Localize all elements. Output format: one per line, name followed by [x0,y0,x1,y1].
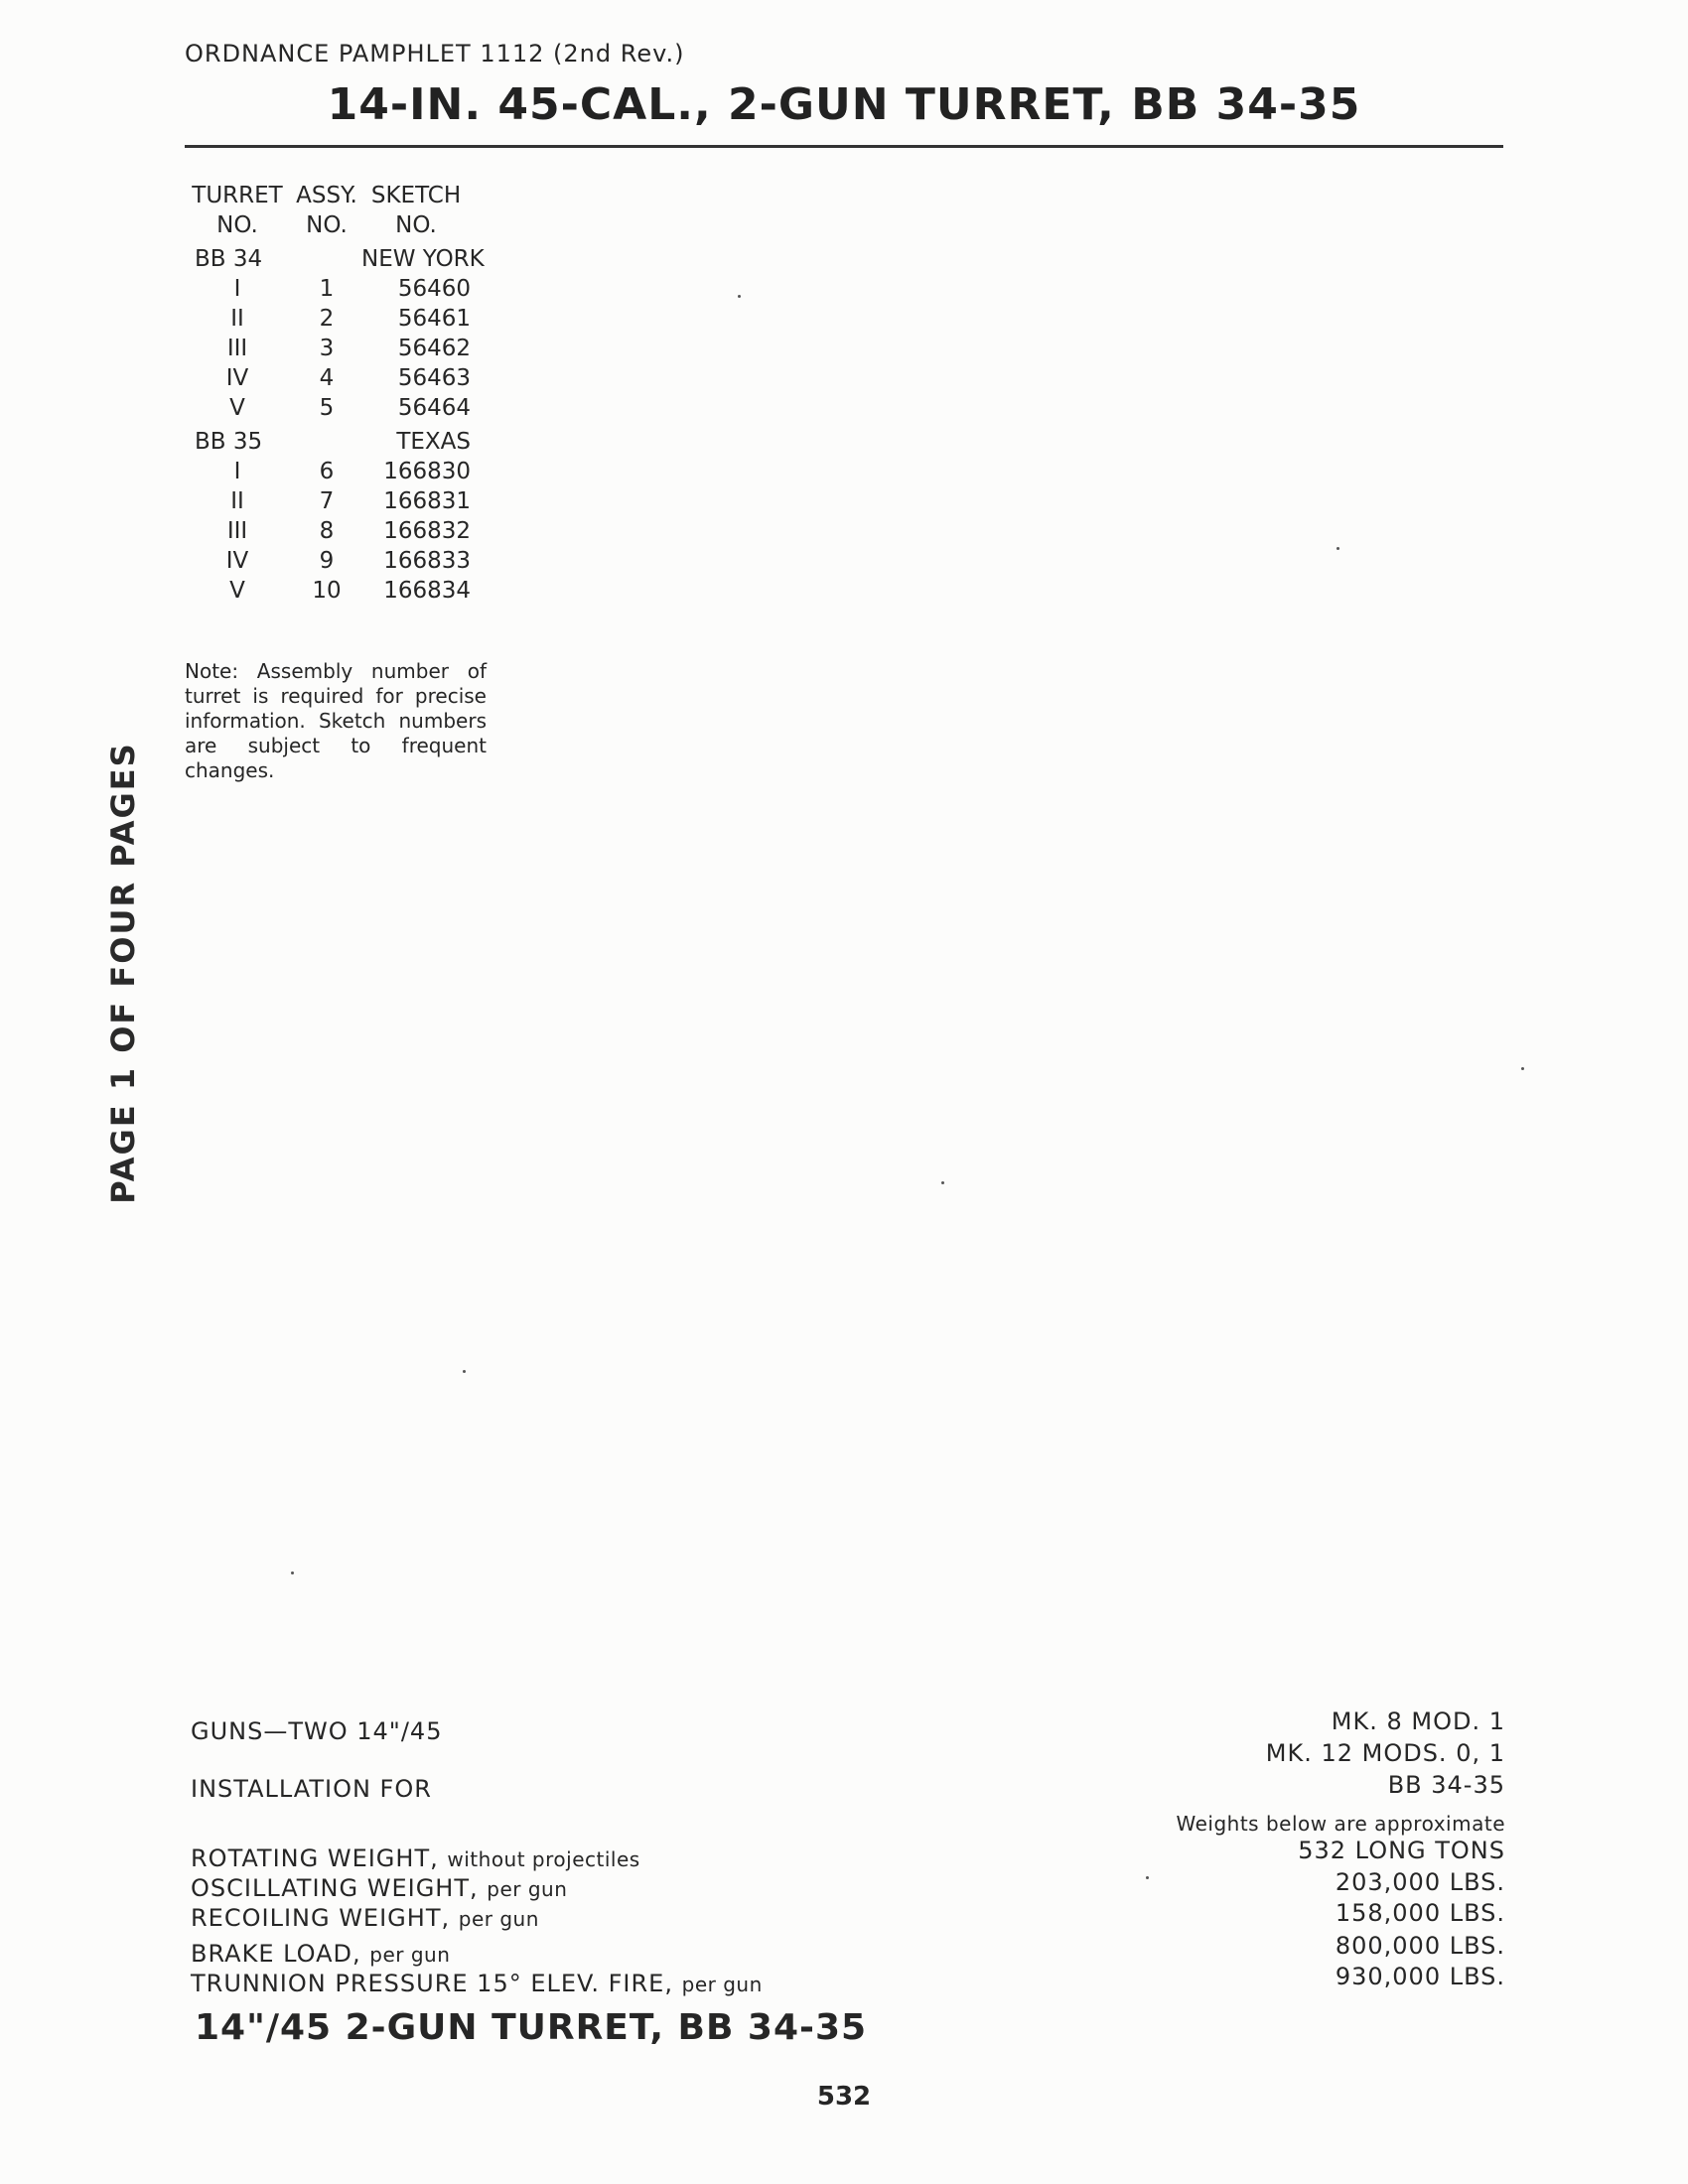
weights-note [1177,1809,1506,1837]
assembly-note: Note: Assembly number of turret is required for precise information. Sketch numbers are subject to frequent changes. [185,659,487,782]
assy-number: 1 [319,276,335,302]
header-assy: ASSY. [296,183,357,208]
assy-number: 6 [319,459,335,484]
installation-value: BB 34-35 [1387,1771,1505,1799]
page-number: 532 [816,2082,872,2112]
sketch-number: 56462 [397,336,471,361]
turret-number: V [229,395,245,421]
spec-label: OSCILLATING WEIGHT, [191,1874,479,1902]
spec-label: ROTATING WEIGHT, [191,1844,439,1872]
spec-value-trunnion: 930,000 LBS. [1335,1963,1505,1990]
table-header-row [183,181,471,210]
ship-name: TEXAS [396,429,471,455]
table-row [183,304,471,334]
scan-speck [1521,1067,1524,1070]
weights-note-text: Weights below are approximate [1176,1812,1505,1836]
sketch-number: 166830 [383,459,471,484]
scan-speck [463,1370,466,1373]
title-rule [185,145,1503,148]
scan-speck [1336,547,1339,550]
table-row [183,334,471,363]
sketch-number: 56464 [397,395,471,421]
table-header-row [183,210,471,240]
spec-qualifier: per gun [458,1907,539,1931]
turret-number: II [230,488,244,514]
scan-speck [1146,1876,1149,1879]
spec-value-oscillating: 203,000 LBS. [1335,1868,1505,1896]
turret-number: III [226,518,248,544]
assy-number: 9 [319,548,335,574]
spec-value-brake: 800,000 LBS. [1335,1932,1505,1960]
ship-name: NEW YORK [361,246,485,272]
spec-value-recoiling: 158,000 LBS. [1335,1899,1505,1927]
spec-label-rotating [191,1844,640,1872]
sketch-number: 166833 [383,548,471,574]
header-turret: TURRET [192,183,283,208]
spec-qualifier: per gun [369,1943,451,1967]
guns-label: GUNS—TWO 14"/45 [191,1717,443,1745]
turret-number: I [233,276,241,302]
ship-heading-row [183,427,471,457]
spec-qualifier: without projectiles [447,1847,640,1871]
gun-mark: MK. 12 MODS. 0, 1 [1265,1739,1505,1767]
spec-value-rotating: 532 LONG TONS [1298,1837,1505,1864]
sketch-number: 166832 [383,518,471,544]
header-sketch-no: NO. [395,212,437,238]
table-row [183,363,471,393]
header-turret-no: NO. [216,212,258,238]
gun-mark: MK. 8 MOD. 1 [1331,1707,1505,1735]
table-row [183,393,471,423]
hull-number: BB 34 [195,246,263,272]
turret-number: I [233,459,241,484]
assy-number: 2 [319,306,335,332]
turret-number: IV [225,365,249,391]
header-assy-no: NO. [306,212,348,238]
table-row [183,576,471,606]
spec-qualifier: per gun [681,1973,763,1996]
scan-speck [738,295,741,298]
scan-speck [291,1571,294,1574]
assy-number: 5 [319,395,335,421]
assy-number: 8 [319,518,335,544]
turret-number: IV [225,548,249,574]
assy-number: 3 [319,336,335,361]
pamphlet-reference: ORDNANCE PAMPHLET 1112 (2nd Rev.) [185,40,685,68]
sketch-number: 166834 [383,578,471,604]
header-sketch: SKETCH [370,183,462,208]
spec-label-brake [191,1940,450,1968]
spec-label-recoiling [191,1904,539,1932]
hull-number: BB 35 [195,429,263,455]
table-row [183,546,471,576]
table-row [183,274,471,304]
sketch-number: 56460 [397,276,471,302]
spec-label-trunnion [191,1970,763,1997]
table-row [183,486,471,516]
spec-label: TRUNNION PRESSURE 15° ELEV. FIRE, [191,1970,673,1997]
scan-speck [941,1181,944,1184]
spec-label: RECOILING WEIGHT, [191,1904,451,1932]
ship-heading-row [183,244,485,274]
assy-number: 7 [319,488,335,514]
sketch-number: 56461 [397,306,471,332]
spec-label-oscillating [191,1874,567,1902]
spec-qualifier: per gun [487,1877,568,1901]
footer-title: 14"/45 2-GUN TURRET, BB 34-35 [195,2007,868,2048]
sketch-number: 166831 [383,488,471,514]
assy-number: 10 [312,578,342,604]
spec-label: BRAKE LOAD, [191,1940,361,1968]
page-count-label: PAGE 1 OF FOUR PAGES [104,742,142,1204]
turret-table [183,181,485,606]
installation-label: INSTALLATION FOR [191,1775,432,1803]
page-title: 14-IN. 45-CAL., 2-GUN TURRET, BB 34-35 [327,79,1361,130]
turret-number: II [230,306,244,332]
table-row [183,516,471,546]
assy-number: 4 [319,365,335,391]
turret-number: V [229,578,245,604]
table-row [183,457,471,486]
turret-number: III [226,336,248,361]
sketch-number: 56463 [397,365,471,391]
